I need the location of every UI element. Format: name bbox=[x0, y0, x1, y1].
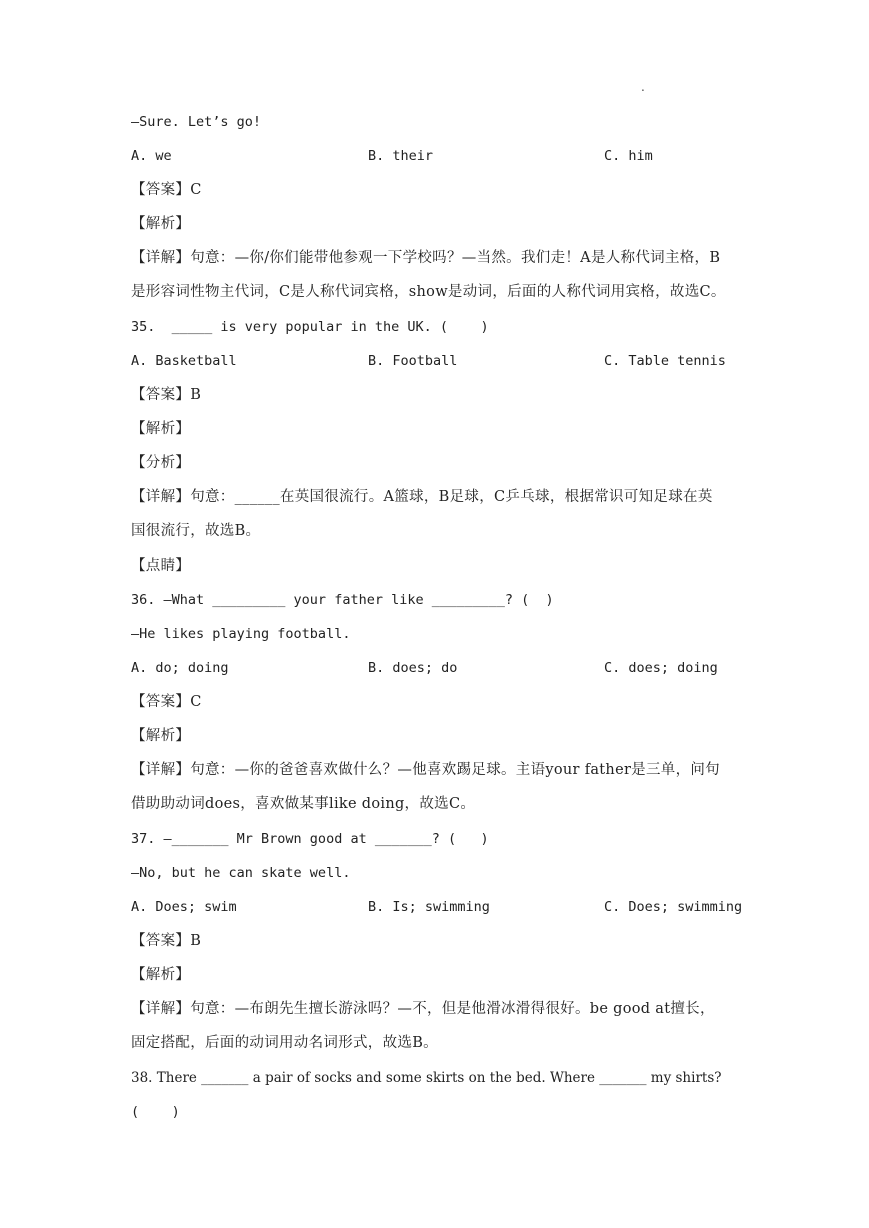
q36-option-a: A. do; doing bbox=[131, 660, 229, 676]
q36-detail-line-2: 借助助动词does，喜欢做某事like doing，故选C。 bbox=[131, 796, 476, 812]
q38-stem-line-1: 38. There _______ a pair of socks and some skirts on the bed. Where _______ my shirts? bbox=[131, 1070, 722, 1086]
q37-stem: 37. —_______ Mr Brown good at _______? ( ) bbox=[131, 831, 489, 847]
q37-options bbox=[131, 897, 741, 917]
q35-stem: 35. _____ is very popular in the UK. ( ) bbox=[131, 319, 489, 335]
q35-detail-line-1: 【详解】句意：______在英国很流行。A篮球，B足球，C乒乓球，根据常识可知足球在英 bbox=[131, 489, 713, 505]
q35-option-b: B. Football bbox=[368, 353, 458, 369]
q36-reply: —He likes playing football. bbox=[131, 626, 351, 642]
q37-answer: 【答案】B bbox=[131, 933, 202, 949]
q34-detail-line-2: 是形容词性物主代词，C是人称代词宾格，show是动词，后面的人称代词用宾格，故选C。 bbox=[131, 284, 726, 300]
q34-options bbox=[131, 146, 741, 166]
q34-answer: 【答案】C bbox=[131, 182, 202, 198]
q34-reply: —Sure. Let’s go! bbox=[131, 114, 262, 130]
q34-option-b: B. their bbox=[368, 148, 434, 164]
q36-options bbox=[131, 658, 741, 678]
q35-fenxi-label: 【分析】 bbox=[131, 455, 191, 471]
q35-analysis-label: 【解析】 bbox=[131, 421, 191, 437]
q37-analysis-label: 【解析】 bbox=[131, 967, 191, 983]
q35-option-a: A. Basketball bbox=[131, 353, 237, 369]
q37-detail-line-2: 固定搭配，后面的动词用动名词形式，故选B。 bbox=[131, 1035, 438, 1051]
q36-analysis-label: 【解析】 bbox=[131, 728, 191, 744]
q34-analysis-label: 【解析】 bbox=[131, 216, 191, 232]
q37-reply: —No, but he can skate well. bbox=[131, 865, 351, 881]
q37-option-b: B. Is; swimming bbox=[368, 899, 490, 915]
q36-answer: 【答案】C bbox=[131, 694, 202, 710]
q37-detail-line-1: 【详解】句意：—布朗先生擅长游泳吗？—不，但是他滑冰滑得很好。be good at擅长， bbox=[131, 1001, 715, 1017]
q35-dianjing-label: 【点睛】 bbox=[131, 558, 191, 574]
q34-detail-line-1: 【详解】句意：—你/你们能带他参观一下学校吗？—当然。我们走！A是人称代词主格，B bbox=[131, 250, 721, 266]
q37-option-c: C. Does; swimming bbox=[604, 899, 743, 915]
q36-detail-line-1: 【详解】句意：—你的爸爸喜欢做什么？—他喜欢踢足球。主语your father是三单，问句 bbox=[131, 762, 720, 778]
q35-options bbox=[131, 351, 741, 371]
q35-option-c: C. Table tennis bbox=[604, 353, 726, 369]
header-mark: . bbox=[641, 80, 645, 94]
q36-option-b: B. does; do bbox=[368, 660, 458, 676]
q38-stem-line-2: ( ) bbox=[131, 1104, 180, 1120]
q35-detail-line-2: 国很流行，故选B。 bbox=[131, 523, 261, 539]
q35-answer: 【答案】B bbox=[131, 387, 202, 403]
q36-option-c: C. does; doing bbox=[604, 660, 718, 676]
q36-stem: 36. —What _________ your father like _________? ( ) bbox=[131, 592, 554, 608]
q34-option-c: C. him bbox=[604, 148, 653, 164]
q37-option-a: A. Does; swim bbox=[131, 899, 237, 915]
q34-option-a: A. we bbox=[131, 148, 172, 164]
